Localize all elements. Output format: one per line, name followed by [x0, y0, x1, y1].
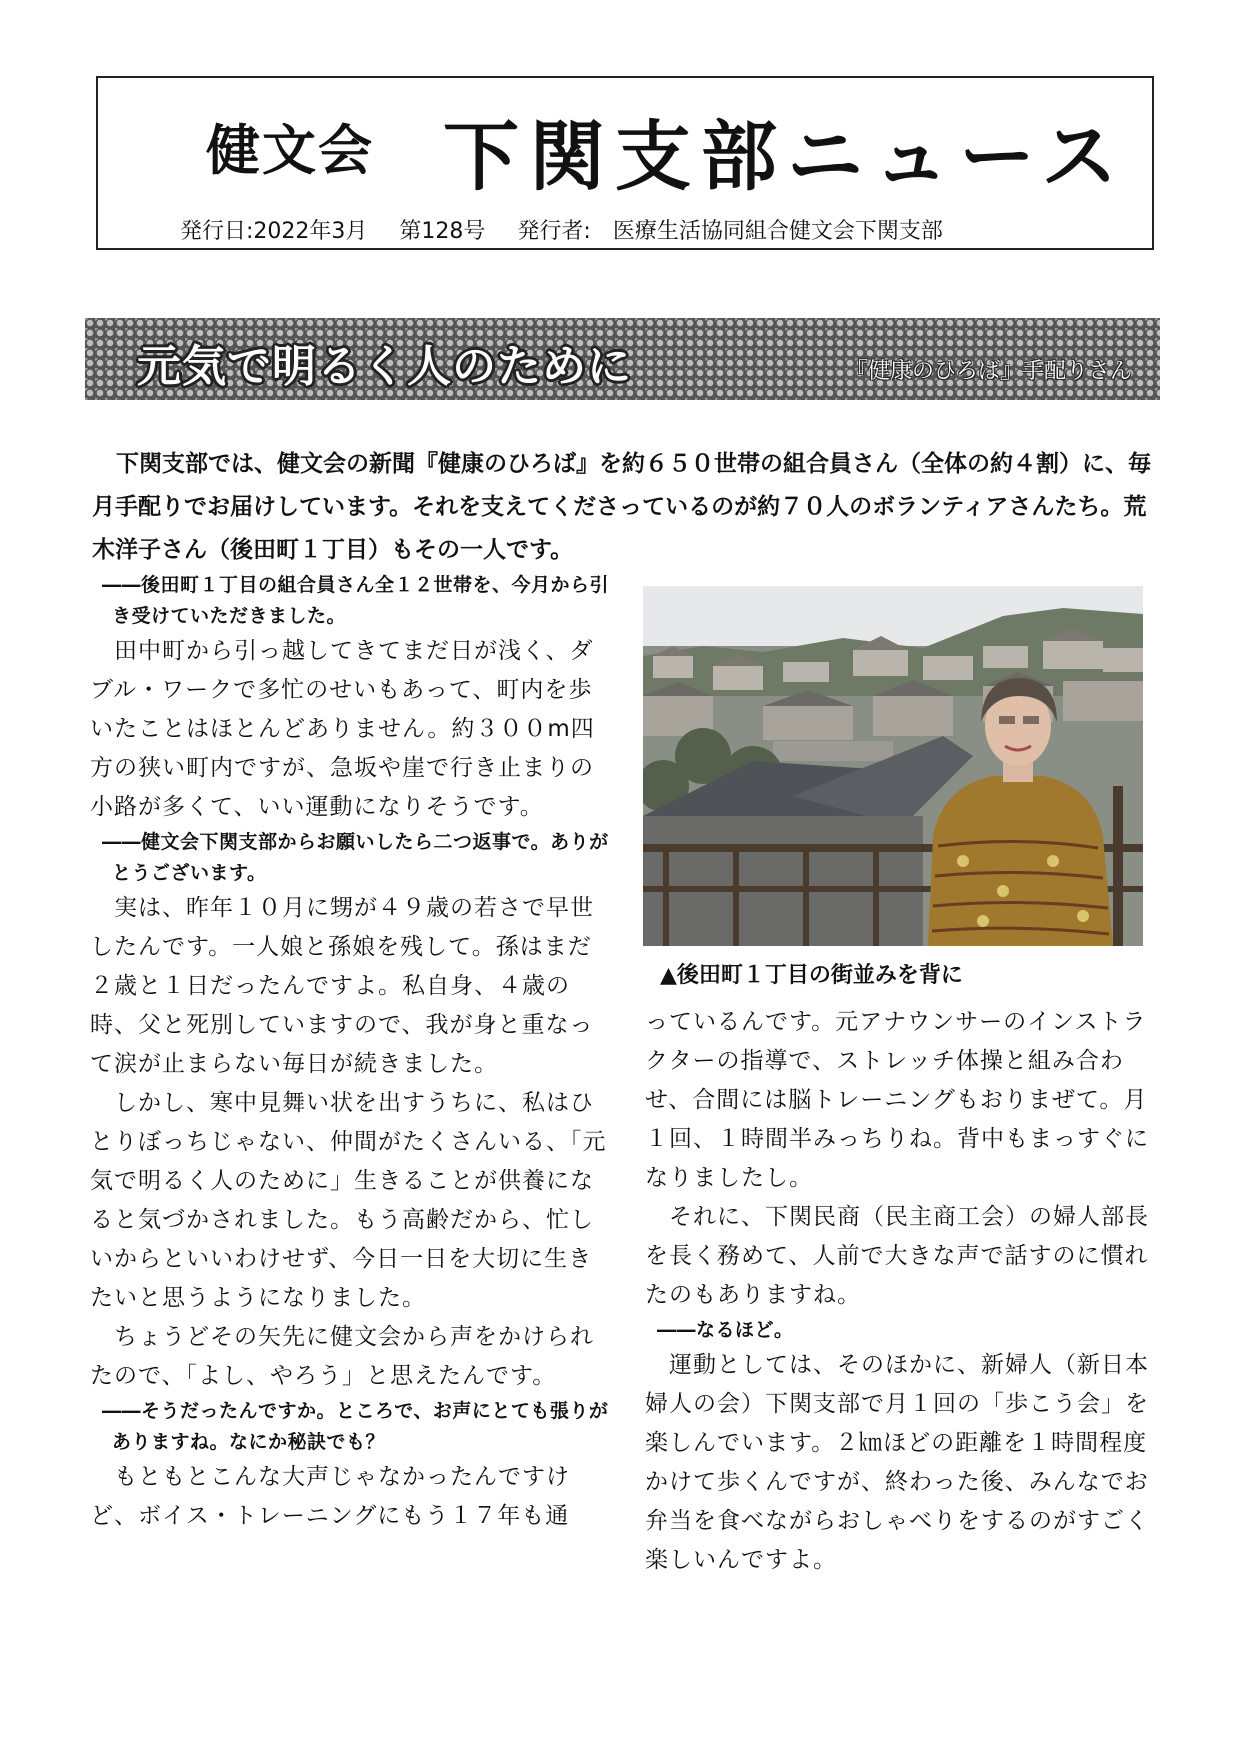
right-column: [645, 1003, 1165, 1580]
interview-answer: 田中町から引っ越してきてまだ日が浅く、ダブル・ワークで多忙のせいもあって、町内を歩いたことはほとんどありません。約３００m四方の狭い町内ですが、急坂や崖で行き止まりの小路が多くて、いい運動になりそうです。: [90, 638, 595, 820]
lead-paragraph: 下関支部では、健文会の新聞『健康のひろば』を約６５０世帯の組合員さん（全体の約４割）に、毎月手配りでお届けしています。それを支えてくださっているのが約７０人のボランティアさんたち。荒木洋子さん（後田町１丁目）もその一人です。: [92, 451, 1151, 563]
interview-question: ――そうだったんですか。ところで、お声にとても張りがありますね。なにか秘訣でも？: [102, 1400, 609, 1453]
masthead-org: 健文会: [206, 119, 374, 182]
masthead-title: 下関支部ニュース: [443, 112, 1128, 201]
interview-answer: 実は、昨年１０月に甥が４９歳の若さで早世したんです。一人娘と孫娘を残して。孫はまだ２歳と１日だったんですよ。私自身、４歳の時、父と死別していますので、我が身と重なって涙が止まらない毎日が続きました。: [90, 895, 594, 1077]
article-banner: [85, 318, 1160, 400]
article-title: 元気で明るく人のために: [137, 341, 632, 392]
left-column: [90, 570, 610, 1536]
interview-question: ――健文会下関支部からお願いしたら二つ返事で。ありがとうございます。: [102, 831, 609, 884]
interview-question: ――後田町１丁目の組合員さん全１２世帯を、今月から引き受けていただきました。: [102, 574, 610, 627]
interview-answer: ちょうどその矢先に健文会から声をかけられたので、「よし、やろう」と思えたんです。: [90, 1324, 594, 1389]
interview-answer: もともとこんな大声じゃなかったんですけど、ボイス・トレーニングにもう１７年も通: [90, 1464, 570, 1529]
interview-answer: しかし、寒中見舞い状を出すうちに、私はひとりぼっちじゃない、仲間がたくさんいる、「元気で明るく人のために」生きることが供養になると気づかされました。もう高齢だから、忙しいからといいわけせず、今日一日を大切に生きたいと思うようになりました。: [90, 1090, 607, 1311]
masthead-info: [180, 214, 975, 245]
masthead: [96, 76, 1154, 250]
photo-illustration: [643, 586, 1143, 946]
portrait-photo: [643, 586, 1143, 946]
publisher: 発行者: 医療生活協同組合健文会下関支部: [517, 219, 943, 244]
interview-answer: それに、下関民商（民主商工会）の婦人部長を長く務めて、人前で大きな声で話すのに慣れたのもありますね。: [645, 1204, 1149, 1308]
issue-number: 第128号: [399, 219, 486, 244]
interview-answer-continued: っているんです。元アナウンサーのインストラクターの指導で、ストレッチ体操と組み合わせ、合間には脳トレーニングもおりまぜて。月１回、１時間半みっちりね。背中もまっすぐになりましたし。: [645, 1009, 1149, 1191]
interview-question: ――なるほど。: [657, 1319, 794, 1341]
interview-answer: 運動としては、そのほかに、新婦人（新日本婦人の会）下関支部で月１回の「歩こう会」を楽しんでいます。２㎞ほどの距離を１時間程度かけて歩くんですが、終わった後、みんなでお弁当を食べながらおしゃべりをするのがすごく楽しいんですよ。: [645, 1352, 1149, 1573]
issue-date: 発行日:2022年3月: [180, 219, 368, 244]
article-subtitle: 『健康のひろば』手配りさん: [845, 359, 1132, 384]
photo-caption: ▲後田町１丁目の街並みを背に: [660, 963, 963, 988]
